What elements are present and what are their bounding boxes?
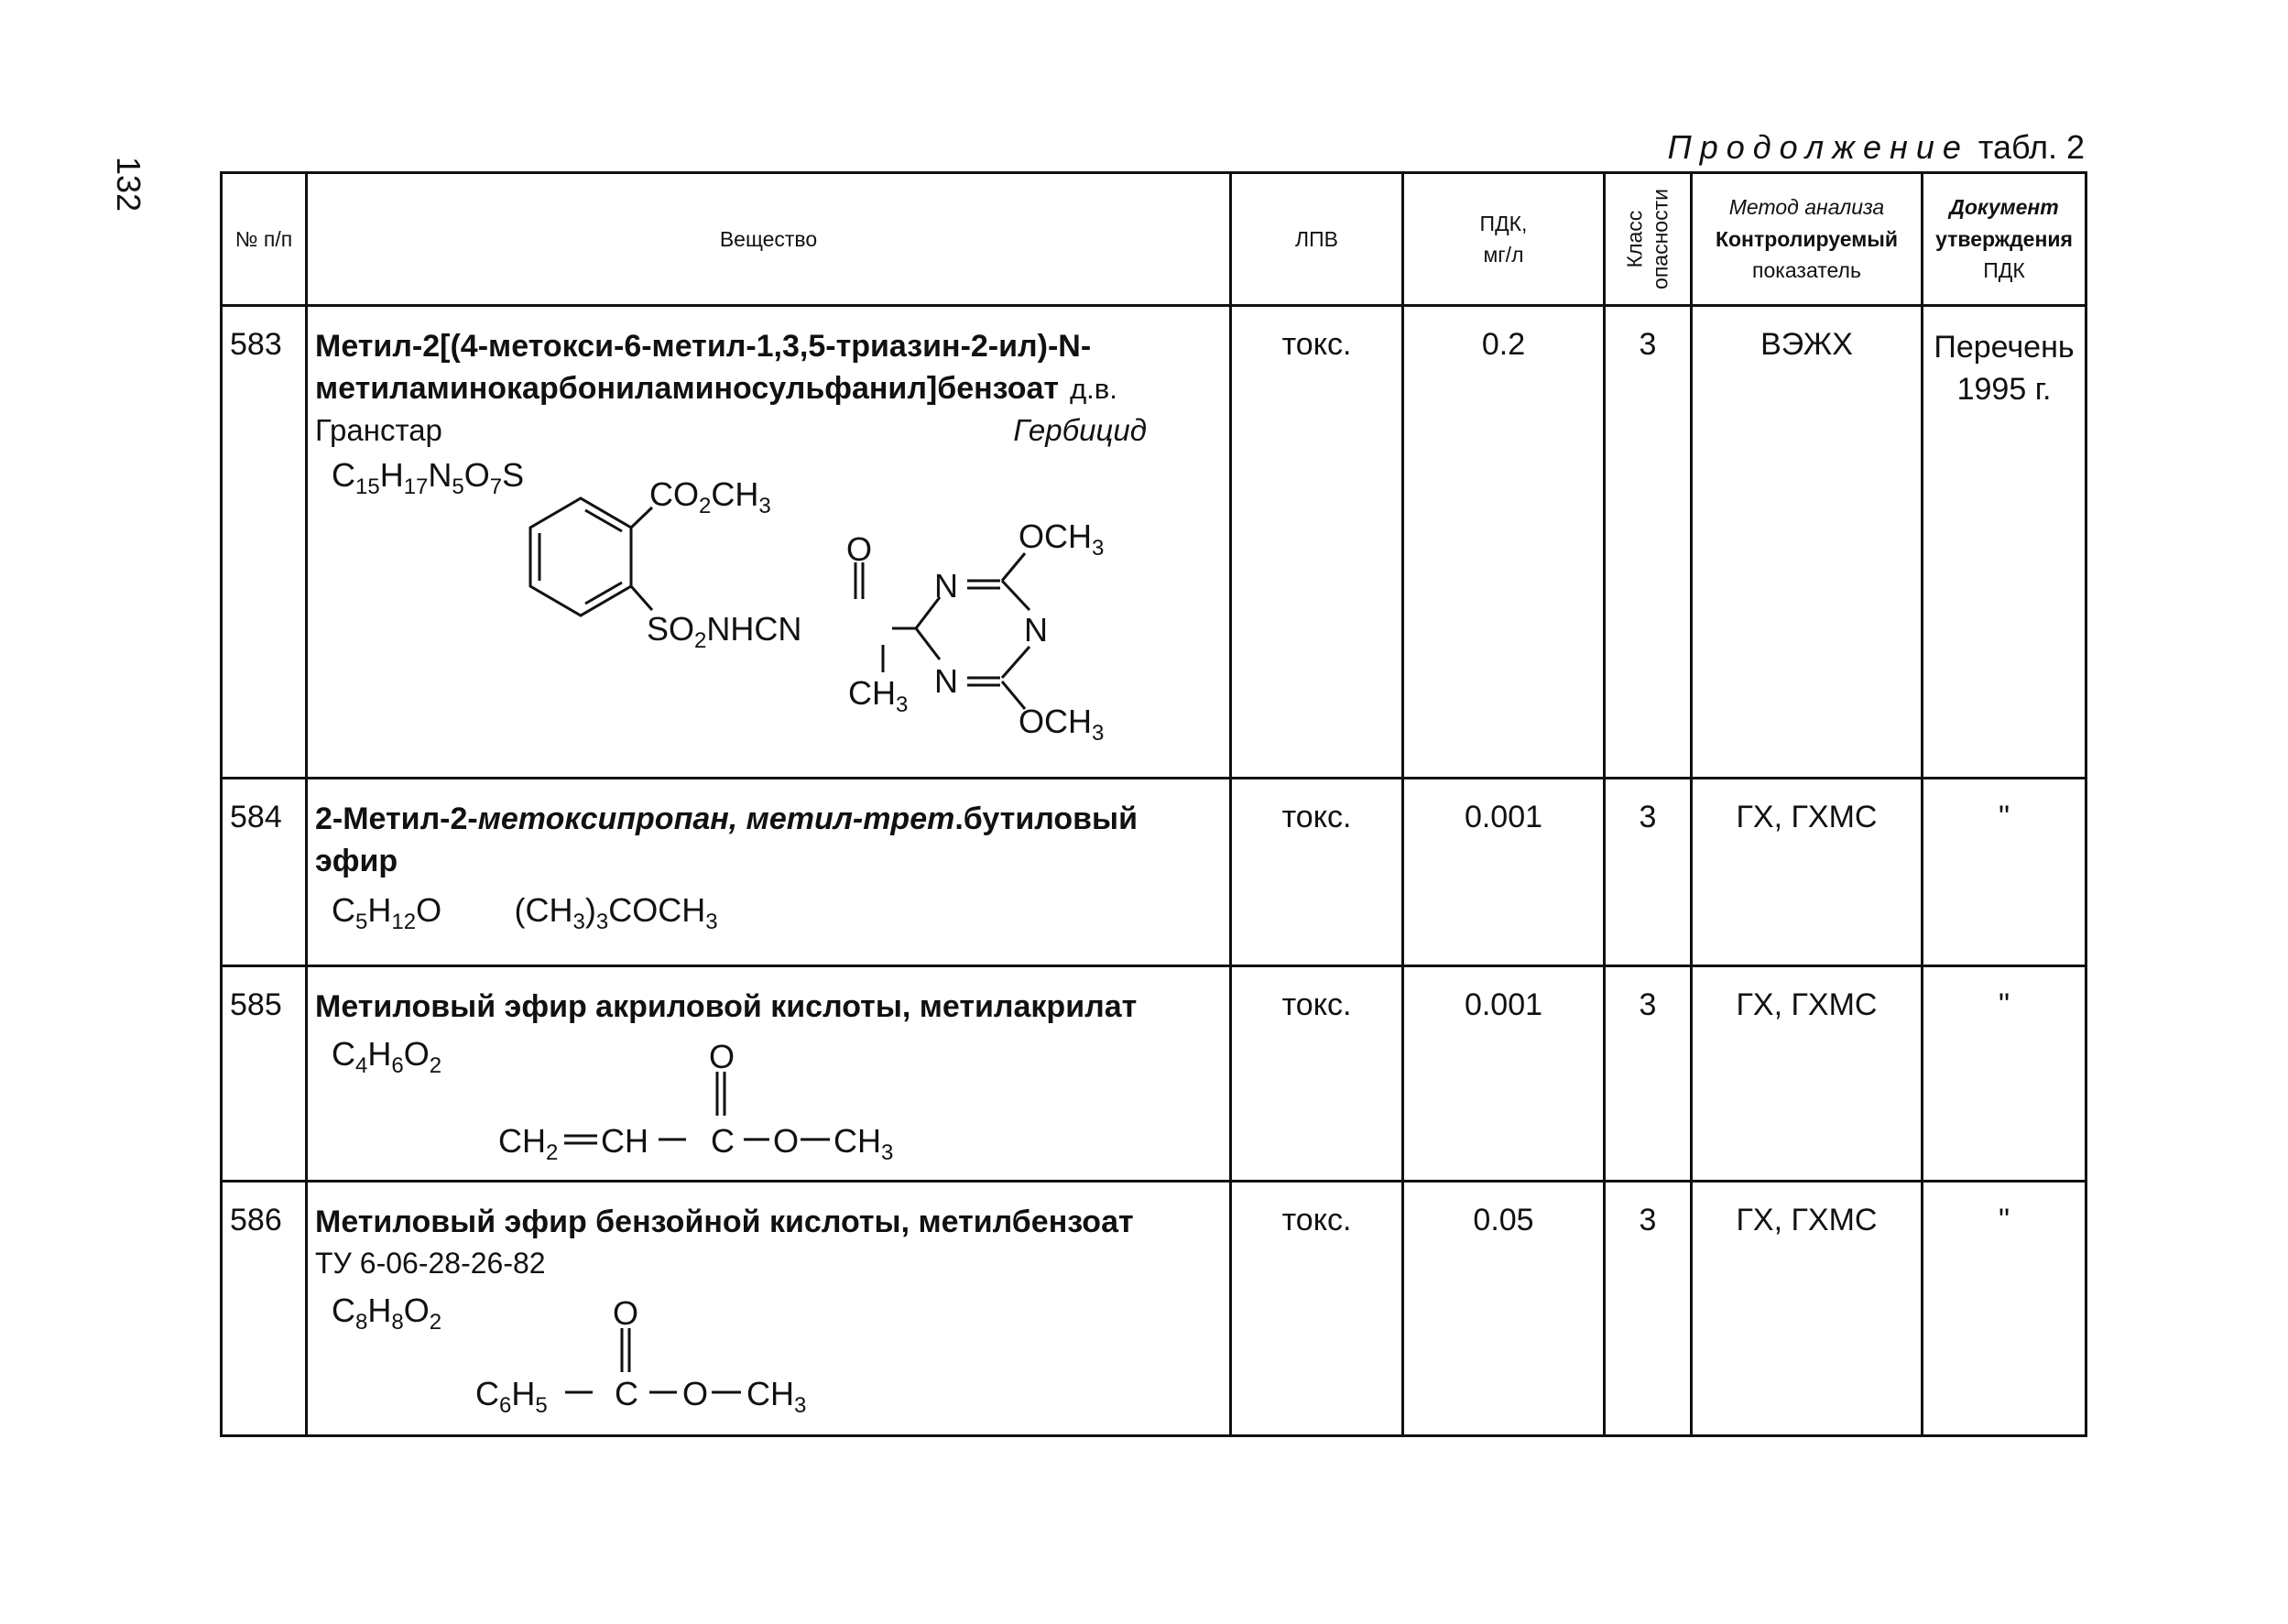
table-row — [222, 966, 2086, 1182]
method-value: ВЭЖХ — [1692, 306, 1923, 779]
struct-co2ch3: $CO_2CH_3$ — [649, 474, 771, 518]
substance-cell — [307, 306, 1231, 779]
struct-carbon: C — [711, 1122, 735, 1161]
method-value: ГХ, ГХМС — [1692, 1182, 1923, 1436]
formula-line — [315, 891, 1220, 935]
name-part-a: 2-Метил-2- — [315, 801, 478, 836]
name-part-d: .бутиловый эфир — [315, 801, 1138, 879]
row-number: 585 — [222, 966, 307, 1182]
row-number: 584 — [222, 779, 307, 966]
structure-block — [315, 452, 1220, 755]
continuation-word: Продолжение — [1667, 128, 1969, 166]
table-continuation-caption — [1668, 128, 2085, 167]
header-method-line1: Метод анализа — [1728, 195, 1885, 220]
structural-formula-585 — [498, 1028, 956, 1165]
molecular-formula: $C_{15}H_{17}N_5O_7S$ — [332, 455, 525, 499]
header-class-line1: Класс — [1622, 210, 1647, 268]
active-substance-mark: д.в. — [1070, 373, 1117, 406]
pdk-value: 0.001 — [1403, 779, 1605, 966]
structure-block — [315, 1028, 1220, 1165]
condensed-formula: $(CH_3)_3COCH_3$ — [514, 891, 718, 935]
row-number: 583 — [222, 306, 307, 779]
struct-carbon: C — [615, 1375, 638, 1413]
struct-ester-o: O — [773, 1122, 800, 1161]
document-value: " — [1923, 966, 2086, 1182]
header-doc-line3: ПДК — [1983, 258, 2025, 283]
struct-triazine-n3: N — [934, 661, 958, 700]
struct-triazine-n1: N — [934, 566, 958, 605]
substance-name — [315, 798, 1220, 882]
structure-block — [315, 1284, 1220, 1422]
table-row — [222, 1182, 2086, 1436]
document-line1: Перечень — [1934, 330, 2075, 365]
technical-spec: ТУ 6-06-28-26-82 — [315, 1247, 546, 1281]
struct-carbonyl-o: O — [709, 1038, 735, 1076]
document-value: " — [1923, 1182, 2086, 1436]
structural-formula-583 — [471, 452, 1222, 755]
table-row — [222, 779, 2086, 966]
molecular-formula: $C_4H_6O_2$ — [332, 1035, 442, 1079]
substance-cell — [307, 966, 1231, 1182]
struct-och3-bottom: $OCH_3$ — [1019, 702, 1105, 746]
struct-ch3: $CH_3$ — [833, 1122, 894, 1166]
table-reference: табл. 2 — [1977, 128, 2085, 166]
substance-name: Метиловый эфир акриловой кислоты, метилакрилат — [315, 989, 1138, 1024]
table-row — [222, 306, 2086, 779]
header-num: № п/п — [222, 173, 307, 306]
method-value: ГХ, ГХМС — [1692, 779, 1923, 966]
document-value — [1923, 306, 2086, 779]
molecular-formula: $C_8H_8O_2$ — [332, 1292, 442, 1335]
header-pdk-line2: мг/л — [1483, 243, 1524, 267]
struct-triazine-n2: N — [1024, 610, 1048, 649]
lpv-value: токс. — [1231, 779, 1403, 966]
hazard-class-value: 3 — [1605, 779, 1692, 966]
substance-name: Метиловый эфир бензойной кислоты, метилбензоат — [315, 1204, 1134, 1239]
structural-formula-586 — [475, 1284, 933, 1422]
header-doc-line2: утверждения — [1935, 226, 2073, 251]
lpv-value: токс. — [1231, 1182, 1403, 1436]
pdk-value: 0.05 — [1403, 1182, 1605, 1436]
substance-cell — [307, 779, 1231, 966]
header-hazard-class — [1605, 173, 1692, 306]
substance-name-text: Метил-2[(4-метокси-6-метил-1,3,5-триазин-2-ил)-N-метиламинокарбониламиносульфанил]бензоат — [315, 329, 1092, 407]
pdk-value: 0.001 — [1403, 966, 1605, 1182]
struct-och3-top: $OCH_3$ — [1019, 517, 1105, 561]
method-value: ГХ, ГХМС — [1692, 966, 1923, 1182]
struct-ch: CH — [601, 1122, 648, 1161]
struct-carbonyl-o: O — [846, 529, 873, 568]
header-doc-line1: Документ — [1949, 195, 2059, 220]
substance-cell — [307, 1182, 1231, 1436]
hazard-class-value: 3 — [1605, 1182, 1692, 1436]
hazard-class-value: 3 — [1605, 306, 1692, 779]
header-method — [1692, 173, 1923, 306]
name-part-b: метоксипропан, метил- — [477, 801, 864, 836]
lpv-value: токс. — [1231, 966, 1403, 1182]
header-substance: Вещество — [307, 173, 1231, 306]
header-hazard-class-rotated — [1622, 189, 1672, 289]
substance-name — [315, 325, 1220, 409]
struct-so2nhcn: $SO_2NHCN$ — [647, 609, 802, 653]
struct-ch3: $CH_3$ — [746, 1375, 807, 1419]
header-pdk-line1: ПДК, — [1479, 211, 1528, 235]
trade-line — [315, 409, 1220, 452]
struct-n-methyl: $CH_3$ — [848, 673, 909, 717]
struct-ester-o: O — [682, 1375, 709, 1413]
struct-phenyl: $C_6H_5$ — [475, 1375, 548, 1419]
document-value: " — [1923, 779, 2086, 966]
header-method-line2: Контролируемый — [1715, 226, 1899, 251]
substances-table — [220, 171, 2087, 1437]
lpv-value: токс. — [1231, 306, 1403, 779]
struct-carbonyl-o: O — [613, 1294, 639, 1333]
header-lpv: ЛПВ — [1231, 173, 1403, 306]
header-class-line2: опасности — [1648, 189, 1672, 289]
pdk-value: 0.2 — [1403, 306, 1605, 779]
hazard-class-value: 3 — [1605, 966, 1692, 1182]
document-line2: 1995 г. — [1956, 371, 2052, 407]
header-pdk — [1403, 173, 1605, 306]
trade-name: Гранстар — [315, 413, 442, 448]
table-header-row — [222, 173, 2086, 306]
name-part-c: трет — [863, 801, 955, 836]
substance-kind: Гербицид — [1013, 413, 1147, 448]
header-method-line3: показатель — [1752, 258, 1861, 283]
struct-ch2: $CH_2$ — [498, 1122, 559, 1166]
page-number: 132 — [110, 157, 147, 213]
row-number: 586 — [222, 1182, 307, 1436]
molecular-formula: $C_5H_{12}O$ — [332, 891, 442, 935]
header-document — [1923, 173, 2086, 306]
